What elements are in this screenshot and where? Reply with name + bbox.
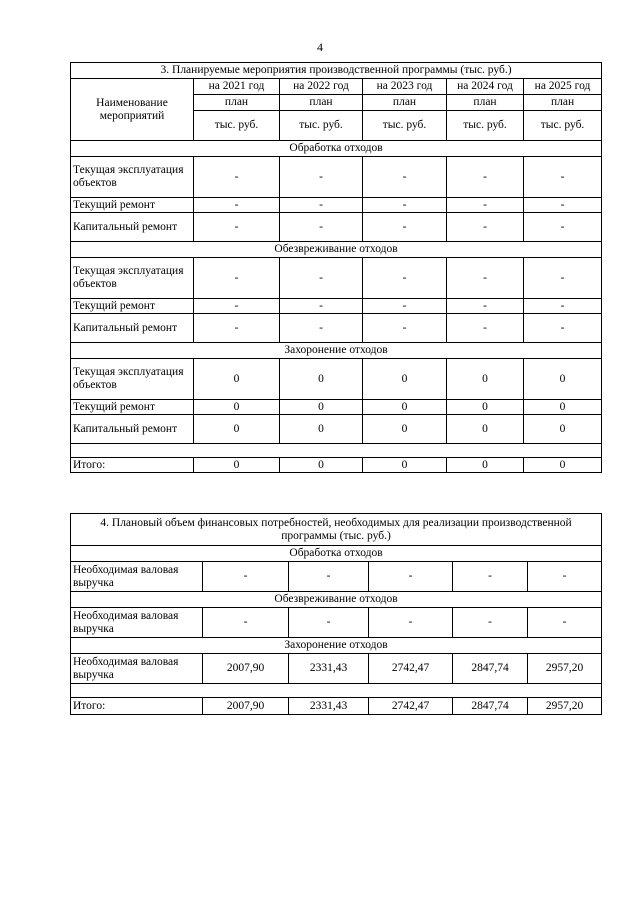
spacer-row [71, 684, 602, 698]
cell: 0 [280, 359, 363, 400]
section3-title: 3. Планируемые мероприятия производственной программы (тыс. руб.) [71, 63, 602, 79]
cell: 0 [280, 400, 363, 415]
cell: - [528, 608, 602, 638]
cell: - [363, 299, 447, 314]
unit-label: тыс. руб. [194, 111, 280, 141]
table-row [71, 654, 602, 684]
cell: - [453, 608, 528, 638]
group-title: Обработка отходов [71, 141, 602, 157]
cell: - [289, 562, 369, 592]
cell: - [447, 314, 524, 343]
cell: - [447, 258, 524, 299]
year-header: на 2024 год [447, 79, 524, 95]
table-row [71, 608, 602, 638]
cell: 2331,43 [289, 654, 369, 684]
year-header: на 2021 год [194, 79, 280, 95]
cell: - [194, 213, 280, 242]
spacer-row [71, 444, 602, 458]
table-row [71, 359, 602, 400]
cell: - [363, 213, 447, 242]
cell: - [280, 198, 363, 213]
cell: - [280, 299, 363, 314]
row-name: Капитальный ремонт [71, 213, 194, 242]
cell: 0 [363, 359, 447, 400]
cell: 0 [280, 415, 363, 444]
group-title: Обезвреживание отходов [71, 242, 602, 258]
row-name: Текущий ремонт [71, 299, 194, 314]
planned-activities-table [70, 62, 602, 473]
year-header: на 2023 год [363, 79, 447, 95]
cell: - [363, 157, 447, 198]
total-cell: 0 [280, 458, 363, 473]
cell: - [194, 299, 280, 314]
cell: 0 [447, 400, 524, 415]
row-name: Текущий ремонт [71, 198, 194, 213]
cell: - [369, 608, 453, 638]
cell: - [524, 198, 602, 213]
total-cell: 2847,74 [453, 698, 528, 715]
row-name: Необходимая валовая выручка [71, 562, 203, 592]
cell: 2847,74 [453, 654, 528, 684]
row-name: Текущая эксплуатация объектов [71, 258, 194, 299]
total-label: Итого: [71, 698, 203, 715]
plan-label: план [363, 95, 447, 111]
cell: - [363, 198, 447, 213]
total-cell: 0 [363, 458, 447, 473]
row-name: Текущий ремонт [71, 400, 194, 415]
cell: - [524, 314, 602, 343]
group-title: Обработка отходов [71, 546, 602, 562]
unit-label: тыс. руб. [447, 111, 524, 141]
cell: - [447, 157, 524, 198]
row-name: Текущая эксплуатация объектов [71, 157, 194, 198]
cell: - [453, 562, 528, 592]
page-number: 4 [317, 40, 323, 54]
year-header: на 2022 год [280, 79, 363, 95]
row-name: Необходимая валовая выручка [71, 654, 203, 684]
plan-label: план [194, 95, 280, 111]
group-title: Захоронение отходов [71, 638, 602, 654]
total-cell: 2007,90 [203, 698, 289, 715]
cell: - [447, 213, 524, 242]
total-cell: 0 [524, 458, 602, 473]
cell: - [194, 314, 280, 343]
table-row [71, 258, 602, 299]
financial-needs-table [70, 513, 602, 715]
table-row [71, 299, 602, 314]
total-cell: 0 [447, 458, 524, 473]
plan-label: план [447, 95, 524, 111]
row-name: Необходимая валовая выручка [71, 608, 203, 638]
total-cell: 2331,43 [289, 698, 369, 715]
table-row [71, 198, 602, 213]
section4-title: 4. Плановый объем финансовых потребностей, необходимых для реализации производственной программы (тыс. руб.) [71, 514, 602, 546]
table-row [71, 415, 602, 444]
cell: - [369, 562, 453, 592]
cell: - [203, 562, 289, 592]
cell: - [280, 314, 363, 343]
cell: 0 [194, 359, 280, 400]
total-cell: 2742,47 [369, 698, 453, 715]
total-row [71, 698, 602, 715]
cell: - [524, 213, 602, 242]
total-cell: 0 [194, 458, 280, 473]
cell: - [289, 608, 369, 638]
table-row [71, 314, 602, 343]
cell: 2742,47 [369, 654, 453, 684]
cell: - [524, 258, 602, 299]
total-row [71, 458, 602, 473]
plan-label: план [280, 95, 363, 111]
cell: - [363, 258, 447, 299]
unit-label: тыс. руб. [524, 111, 602, 141]
row-name: Капитальный ремонт [71, 314, 194, 343]
cell: - [447, 299, 524, 314]
cell: - [528, 562, 602, 592]
group-title: Захоронение отходов [71, 343, 602, 359]
plan-label: план [524, 95, 602, 111]
cell: 0 [363, 400, 447, 415]
cell: 0 [447, 359, 524, 400]
cell: 0 [524, 400, 602, 415]
table-row [71, 157, 602, 198]
total-cell: 2957,20 [528, 698, 602, 715]
row-name: Капитальный ремонт [71, 415, 194, 444]
cell: - [363, 314, 447, 343]
cell: - [194, 198, 280, 213]
unit-label: тыс. руб. [363, 111, 447, 141]
table-row [71, 562, 602, 592]
cell: - [203, 608, 289, 638]
cell: 2007,90 [203, 654, 289, 684]
cell: - [447, 198, 524, 213]
cell: 0 [194, 400, 280, 415]
cell: 0 [447, 415, 524, 444]
name-header: Наименование мероприятий [71, 79, 194, 141]
cell: 0 [194, 415, 280, 444]
cell: - [194, 258, 280, 299]
row-name: Текущая эксплуатация объектов [71, 359, 194, 400]
cell: - [524, 299, 602, 314]
total-label: Итого: [71, 458, 194, 473]
cell: - [194, 157, 280, 198]
table-row [71, 400, 602, 415]
cell: 2957,20 [528, 654, 602, 684]
cell: - [524, 157, 602, 198]
cell: - [280, 213, 363, 242]
unit-label: тыс. руб. [280, 111, 363, 141]
cell: 0 [524, 415, 602, 444]
group-title: Обезвреживание отходов [71, 592, 602, 608]
year-header: на 2025 год [524, 79, 602, 95]
table-row [71, 213, 602, 242]
cell: - [280, 157, 363, 198]
cell: - [280, 258, 363, 299]
cell: 0 [524, 359, 602, 400]
cell: 0 [363, 415, 447, 444]
